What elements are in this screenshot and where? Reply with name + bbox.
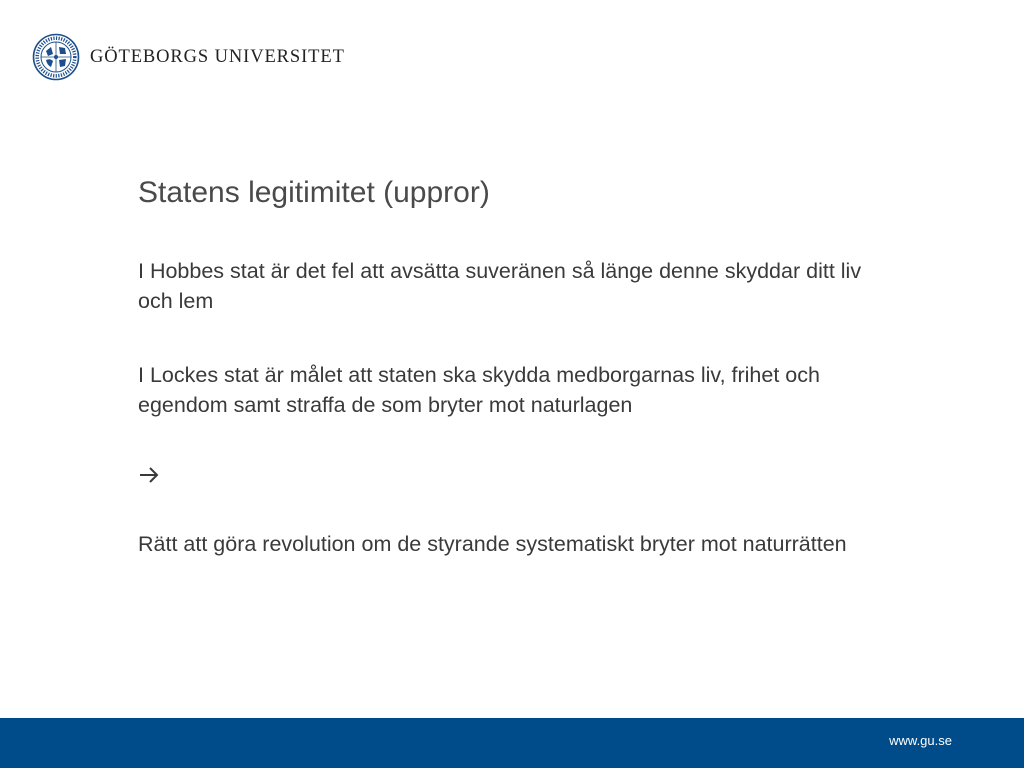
footer-url-link[interactable]: www.gu.se <box>889 733 952 748</box>
paragraph-revolution: Rätt att göra revolution om de styrande systematiskt bryter mot naturrätten <box>138 532 847 556</box>
slide-content <box>138 174 898 559</box>
header <box>32 33 345 81</box>
university-seal-icon <box>32 33 80 81</box>
slide-title: Statens legitimitet (uppror) <box>138 176 490 209</box>
arrow-right-icon <box>138 464 160 486</box>
university-name: GÖTEBORGS UNIVERSITET <box>90 46 345 67</box>
footer-bar <box>0 718 1024 768</box>
paragraph-hobbes: I Hobbes stat är det fel att avsätta suveränen så länge denne skyddar ditt liv och lem <box>138 259 862 313</box>
paragraph-locke: I Lockes stat är målet att staten ska skydda medborgarnas liv, frihet och egendom samt straffa de som bryter mot naturlagen <box>138 363 820 417</box>
